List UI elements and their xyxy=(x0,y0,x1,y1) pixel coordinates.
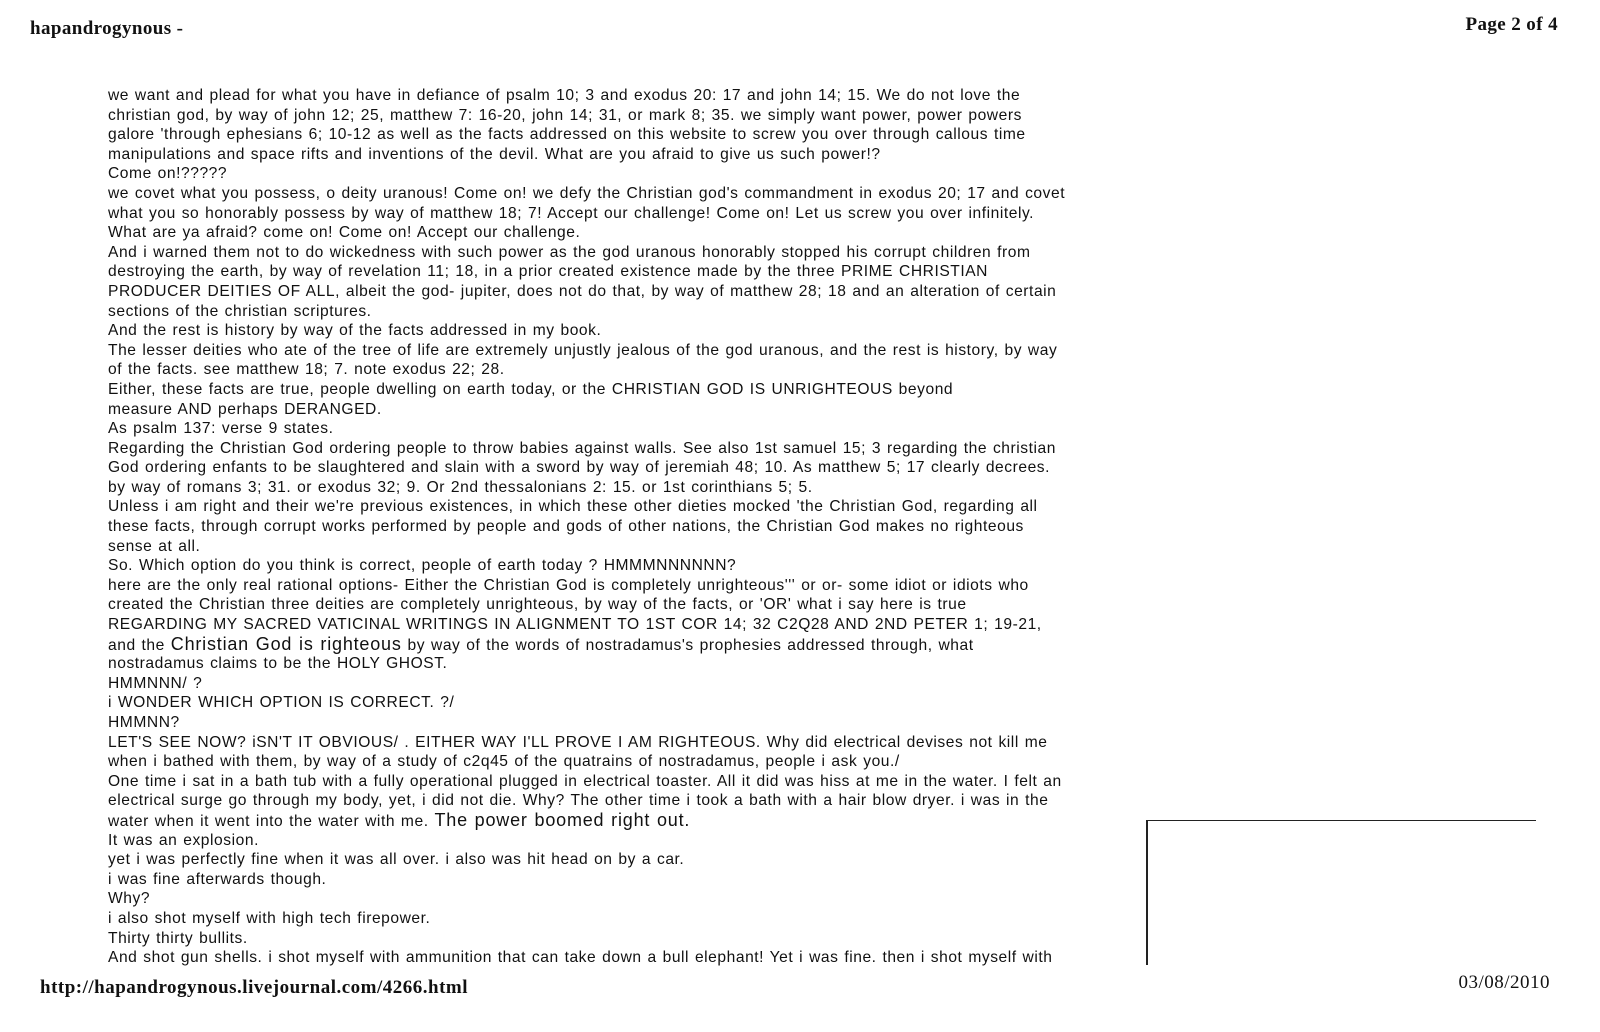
text-line: created the Christian three deities are completely unrighteous, by way of the facts, or 'OR' what i say here is true xyxy=(108,596,967,614)
text-line: we want and plead for what you have in defiance of psalm 10; 3 and exodus 20: 17 and john 14; 15. We do not love the xyxy=(108,87,1021,104)
text-line: And i warned them not to do wickedness with such power as the god uranous honorably stopped his corrupt children from xyxy=(108,243,1031,261)
text-line: LET'S SEE NOW? iSN'T IT OBVIOUS/ . EITHER WAY I'LL PROVE I AM RIGHTEOUS. Why did electrical devises not kill me xyxy=(108,733,1048,751)
text-line: sense at all. xyxy=(108,537,201,555)
text-run-large: Christian God is righteous xyxy=(170,634,402,654)
text-run: water when it went into the water with me. xyxy=(108,812,435,830)
text-run-large: The power boomed right out. xyxy=(434,810,691,830)
print-footer-date: 03/08/2010 xyxy=(1458,972,1550,993)
text-line: christian god, by way of john 12; 25, matthew 7: 16-20, john 14; 31, or mark 8; 35. we simply want power, power powers xyxy=(108,106,1022,124)
text-line: God ordering enfants to be slaughtered and slain with a sword by way of jeremiah 48; 10. As matthew 5; 17 clearly decrees. xyxy=(108,459,1051,477)
text-line: i also shot myself with high tech firepower. xyxy=(108,909,431,927)
text-line: these facts, through corrupt works performed by people and gods of other nations, the Christian God makes no righteous xyxy=(108,518,1024,536)
text-line: of the facts. see matthew 18; 7. note exodus 22; 28. xyxy=(108,361,505,379)
text-line: As psalm 137: verse 9 states. xyxy=(108,420,334,438)
text-line: Thirty thirty bullits. xyxy=(108,929,248,947)
text-line: So. Which option do you think is correct, people of earth today ? HMMMNNNNNN? xyxy=(108,557,737,575)
text-line: when i bathed with them, by way of a study of c2q45 of the quatrains of nostradamus, people i ask you./ xyxy=(108,753,900,771)
text-line: HMMNN? xyxy=(108,714,180,731)
text-line: nostradamus claims to be the HOLY GHOST. xyxy=(108,655,448,673)
text-line: destroying the earth, by way of revelation 11; 18, in a prior created existence made by the three PRIME CHRISTIAN xyxy=(108,263,988,281)
text-line: Why? xyxy=(108,890,151,908)
text-line: electrical surge go through my body, yet, i did not die. Why? The other time i took a bath with a hair blow dryer. i was in the xyxy=(108,792,1049,810)
text-line: HMMNNN/ ? xyxy=(108,674,203,692)
text-line: here are the only real rational options- Either the Christian God is completely unrighteous''' or or- some idiot or idiots who xyxy=(108,576,1029,594)
text-line: manipulations and space rifts and inventions of the devil. What are you afraid to give us such power!? xyxy=(108,145,881,163)
text-line: by way of romans 3; 31. or exodus 32; 9. Or 2nd thessalonians 2: 15. or 1st corinthians 5; 5. xyxy=(108,478,813,496)
text-line: Unless i am right and their we're previous existences, in which these other dieties mocked 'the Christian God, regarding all xyxy=(108,498,1038,516)
text-line: we covet what you possess, o deity uranous! Come on! we defy the Christian god's commandment in exodus 20; 17 and covet xyxy=(108,184,1066,202)
scan-border-box xyxy=(1146,820,1536,965)
text-line: And shot gun shells. i shot myself with ammunition that can take down a bull elephant! Yet i was fine. then i shot myself with xyxy=(108,949,1053,967)
text-line: PRODUCER DEITIES OF ALL, albeit the god- jupiter, does not do that, by way of matthew 28; 18 and an alteration of certain xyxy=(108,282,1057,300)
text-line: Regarding the Christian God ordering people to throw babies against walls. See also 1st samuel 15; 3 regarding the christian xyxy=(108,439,1056,457)
text-line: The lesser deities who ate of the tree of life are extremely unjustly jealous of the god uranous, and the rest is history, by way xyxy=(108,341,1058,359)
text-line: yet i was perfectly fine when it was all over. i also was hit head on by a car. xyxy=(108,851,685,869)
text-line: REGARDING MY SACRED VATICINAL WRITINGS IN ALIGNMENT TO 1ST COR 14; 32 C2Q28 AND 2ND PETER 1; 19-21, xyxy=(108,616,1042,634)
text-line: And the rest is history by way of the facts addressed in my book. xyxy=(108,322,602,340)
text-run: and the xyxy=(108,636,171,654)
print-footer-url: http://hapandrogynous.livejournal.com/4266.html xyxy=(40,977,469,998)
print-header-site: hapandrogynous - xyxy=(30,18,184,39)
text-line: What are ya afraid? come on! Come on! Accept our challenge. xyxy=(108,224,581,242)
text-line: what you so honorably possess by way of matthew 18; 7! Accept our challenge! Come on! Let us screw you over infinitely. xyxy=(108,204,1035,222)
text-line: measure AND perhaps DERANGED. xyxy=(108,400,382,418)
text-line: i was fine afterwards though. xyxy=(108,870,327,888)
text-line: sections of the christian scriptures. xyxy=(108,302,372,320)
text-line: Either, these facts are true, people dwelling on earth today, or the CHRISTIAN GOD IS UNRIGHTEOUS beyond xyxy=(108,380,954,398)
text-line-christian-god xyxy=(108,635,1533,655)
print-header-page-number: Page 2 of 4 xyxy=(1465,14,1558,35)
text-line: Come on!????? xyxy=(108,165,228,183)
text-run: by way of the words of nostradamus's prophesies addressed through, what xyxy=(401,636,974,654)
text-line: i WONDER WHICH OPTION IS CORRECT. ?/ xyxy=(108,694,455,712)
text-line: One time i sat in a bath tub with a fully operational plugged in electrical toaster. All it did was hiss at me in the water. I felt an xyxy=(108,772,1062,790)
text-line: It was an explosion. xyxy=(108,831,259,849)
text-line: galore 'through ephesians 6; 10-12 as well as the facts addressed on this website to screw you over through callous time xyxy=(108,126,1026,144)
